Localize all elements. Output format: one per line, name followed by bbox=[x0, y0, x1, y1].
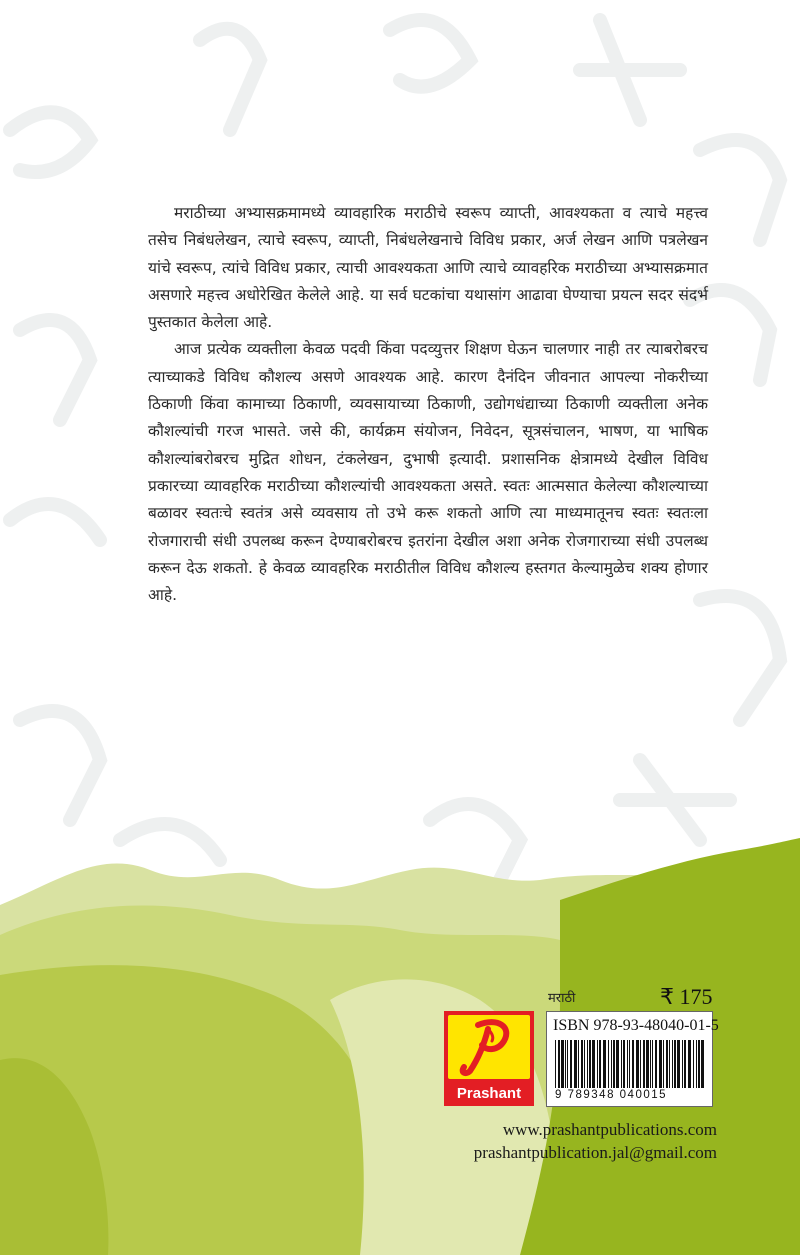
barcode-bar bbox=[663, 1040, 664, 1088]
isbn-number: ISBN 978-93-48040-01-5 bbox=[553, 1017, 719, 1034]
barcode-bar bbox=[632, 1040, 634, 1088]
barcode-bar bbox=[578, 1040, 579, 1088]
barcode-bar bbox=[555, 1040, 556, 1088]
barcode-bars bbox=[553, 1040, 708, 1088]
barcode-bar bbox=[636, 1040, 639, 1088]
barcode-bar bbox=[597, 1040, 598, 1088]
publisher-website: www.prashantpublications.com bbox=[502, 1120, 717, 1139]
barcode-bar bbox=[584, 1040, 585, 1088]
barcode-bar bbox=[659, 1040, 662, 1088]
barcode-bar bbox=[574, 1040, 577, 1088]
barcode-bar bbox=[643, 1040, 645, 1088]
barcode-bar bbox=[646, 1040, 649, 1088]
barcode-bar bbox=[666, 1040, 668, 1088]
barcode-bar bbox=[611, 1040, 612, 1088]
barcode-bar bbox=[599, 1040, 601, 1088]
barcode-bar bbox=[589, 1040, 591, 1088]
barcode-bar bbox=[674, 1040, 676, 1088]
barcode-bar bbox=[603, 1040, 606, 1088]
barcode-bar bbox=[669, 1040, 670, 1088]
barcode-bar bbox=[696, 1040, 697, 1088]
price: ₹ 175 bbox=[660, 984, 713, 1009]
barcode-bar bbox=[640, 1040, 641, 1088]
blurb-paragraph: मराठीच्या अभ्यासक्रमामध्ये व्यावहारिक मराठीचे स्वरूप व्याप्ती, आवश्यकता व त्याचे महत्त्व तसेच निबंधलेखन, त्याचे स्वरूप, व्याप्ती, निबंधलेखनाचे विविध प्रकार, अर्ज लेखन आणि पत्रलेखन यांचे स्वरूप, त्यांचे विविध प्रकार, त्याची आवश्यकता आणि त्याचे व्यावहरिक मराठीच्या अभ्यासक्रमात असणारे महत्त्व अधोरेखित केलेले आहे. या सर्व घटकांचा यथासांग आढावा घेण्याचा प्रयत्न सदर संदर्भ पुस्तकात केलेला आहे. bbox=[148, 204, 708, 332]
publisher-name: Prashant bbox=[456, 1085, 522, 1102]
publisher-logo bbox=[444, 1011, 534, 1106]
barcode-bar bbox=[608, 1040, 609, 1088]
barcode-bar bbox=[570, 1040, 572, 1088]
barcode-bar bbox=[627, 1040, 628, 1088]
barcode-bar bbox=[672, 1040, 673, 1088]
blurb-text bbox=[148, 200, 708, 609]
barcode-bar bbox=[592, 1040, 595, 1088]
barcode-bar bbox=[650, 1040, 651, 1088]
barcode-bar bbox=[655, 1040, 657, 1088]
barcode-bar bbox=[621, 1040, 622, 1088]
barcode-bar bbox=[565, 1040, 566, 1088]
barcode-bar bbox=[698, 1040, 700, 1088]
barcode-bar bbox=[652, 1040, 653, 1088]
barcode-bar bbox=[587, 1040, 588, 1088]
barcode-digits: 9 789348 040015 bbox=[555, 1089, 668, 1101]
publisher-email: prashantpublication.jal@gmail.com bbox=[473, 1143, 717, 1162]
isbn-barcode bbox=[546, 1011, 719, 1107]
barcode-bar bbox=[684, 1040, 686, 1088]
barcode-bar bbox=[623, 1040, 625, 1088]
blurb-paragraph: आज प्रत्येक व्यक्तीला केवळ पदवी किंवा पदव्युत्तर शिक्षण घेऊन चालणार नाही तर त्याबरोबरच त्याच्याकडे विविध कौशल्य असणे आवश्यक आहे. कारण दैनंदिन जीवनात आपल्या नोकरीच्या ठिकाणी किंवा कामाच्या ठिकाणी, व्यवसायाच्या ठिकाणी, उद्योगधंद्याच्या ठिकाणी व्यक्तीला अनेक कौशल्यांची गरज भासते. जसे की, कार्यक्रम संयोजन, निवेदन, सूत्रसंचालन, भाषण, या भाषिक कौशल्यांबरोबरच मुद्रित शोधन, टंकलेखन, दुभाषी इत्यादी. प्रशासनिक क्षेत्रामध्ये देखील विविध प्रकारच्या व्यावहरिक मराठीच्या कौशल्यांची आवश्यकता असते. स्वतः आत्मसात केलेल्या कौशल्याच्या बळावर स्वतःचे स्वतंत्र असे व्यवसाय तो उभे करू शकतो आणि त्या माध्यमातूनच स्वतः स्वतःला रोजगाराची संधी उपलब्ध करून देण्याबरोबरच इतरांना देखील अशा अनेक रोजगाराच्या संधी उपलब्ध करून देऊ शकतो. हे केवळ व्यावहरिक मराठीतील विविध कौशल्य हस्तगत केल्यामुळेच शक्य होणार आहे. bbox=[148, 340, 708, 605]
barcode-bar bbox=[693, 1040, 694, 1088]
barcode-bar bbox=[561, 1040, 564, 1088]
barcode-bar bbox=[688, 1040, 691, 1088]
barcode-bar bbox=[682, 1040, 683, 1088]
barcode-bar bbox=[581, 1040, 583, 1088]
barcode-bar bbox=[629, 1040, 630, 1088]
barcode-bar bbox=[701, 1040, 704, 1088]
barcode-bar bbox=[616, 1040, 619, 1088]
prashant-logo-icon bbox=[448, 1015, 530, 1079]
barcode-bar bbox=[567, 1040, 568, 1088]
barcode-bar bbox=[613, 1040, 615, 1088]
barcode-bar bbox=[558, 1040, 560, 1088]
language-label: मराठी bbox=[548, 991, 576, 1006]
barcode-bar bbox=[677, 1040, 680, 1088]
